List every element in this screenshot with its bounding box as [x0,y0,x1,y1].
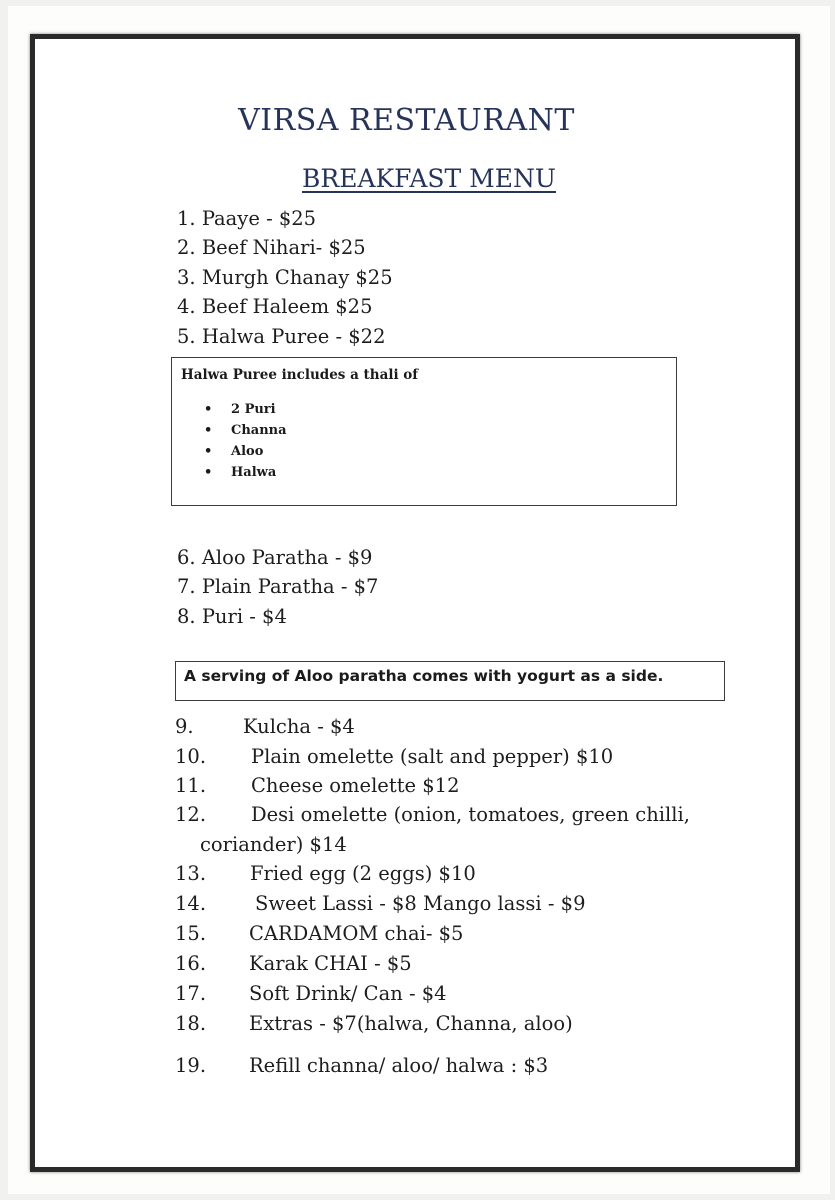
item-number: 18. [175,1012,207,1035]
item-number: 14. [175,892,207,915]
item-number: 2. [177,236,196,259]
item-number: 7. [177,575,196,598]
item-text: Murgh Chanay $25 [201,266,393,289]
menu-item-2 [177,236,366,259]
item-number: 11. [175,774,207,797]
menu-item-13: Fried egg (2 eggs) $10 [250,862,476,885]
menu-item-17: Soft Drink/ Can - $4 [249,982,447,1005]
menu-item-1 [177,207,316,230]
item-number: 16. [175,952,207,975]
item-text: Aloo Paratha - $9 [201,546,373,569]
menu-item-10: Plain omelette (salt and pepper) $10 [251,745,614,768]
list-item: • Channa [204,420,287,441]
item-number: 19. [175,1054,207,1077]
bullet-icon: • [204,465,213,480]
item-number: 8. [177,605,196,628]
menu-item-19: Refill channa/ aloo/ halwa : $3 [249,1054,549,1077]
item-number: 15. [175,922,207,945]
menu-item-12: Desi omelette (onion, tomatoes, green chilli, [251,803,690,826]
list-item: • Aloo [204,441,287,462]
menu-item-4 [177,295,373,318]
item-number: 13. [175,862,207,885]
menu-item-8 [177,605,287,628]
item-number: 9. [175,715,194,738]
menu-item-14: Sweet Lassi - $8 Mango lassi - $9 [255,892,586,915]
menu-item-7 [177,575,378,598]
menu-item-15: CARDAMOM chai- $5 [249,922,464,945]
item-number: 6. [177,546,196,569]
halwa-box-heading: Halwa Puree includes a thali of [181,367,419,383]
bullet-icon: • [204,423,213,438]
menu-item-5 [177,325,385,348]
menu-item-18: Extras - $7(halwa, Channa, aloo) [249,1012,573,1035]
aloo-paratha-note-box [175,661,725,701]
aloo-paratha-note: A serving of Aloo paratha comes with yogurt as a side. [184,667,664,685]
bullet-icon: • [204,444,213,459]
item-number: 17. [175,982,207,1005]
item-text: Paaye - $25 [201,207,317,230]
menu-item-16: Karak CHAI - $5 [249,952,412,975]
menu-title: BREAKFAST MENU [302,164,556,193]
list-item: • Halwa [204,462,287,483]
restaurant-name: VIRSA RESTAURANT [238,103,575,138]
item-number: 12. [175,803,207,826]
item-text: Halwa Puree - $22 [201,325,386,348]
item-text: Beef Nihari- $25 [201,236,366,259]
item-text: Beef Haleem $25 [201,295,373,318]
menu-item-9: Kulcha - $4 [243,715,355,738]
bullet-icon: • [204,402,213,417]
item-text: Plain Paratha - $7 [201,575,379,598]
item-number: 10. [175,745,207,768]
menu-item-3 [177,266,393,289]
menu-item-6 [177,546,372,569]
item-number: 1. [177,207,196,230]
halwa-puree-info-box [171,357,677,506]
list-item: • 2 Puri [204,399,287,420]
item-text: Puri - $4 [201,605,287,628]
menu-item-11: Cheese omelette $12 [251,774,460,797]
item-number: 3. [177,266,196,289]
item-number: 5. [177,325,196,348]
menu-item-12-continued: coriander) $14 [200,833,347,856]
thali-list [204,399,287,483]
item-number: 4. [177,295,196,318]
